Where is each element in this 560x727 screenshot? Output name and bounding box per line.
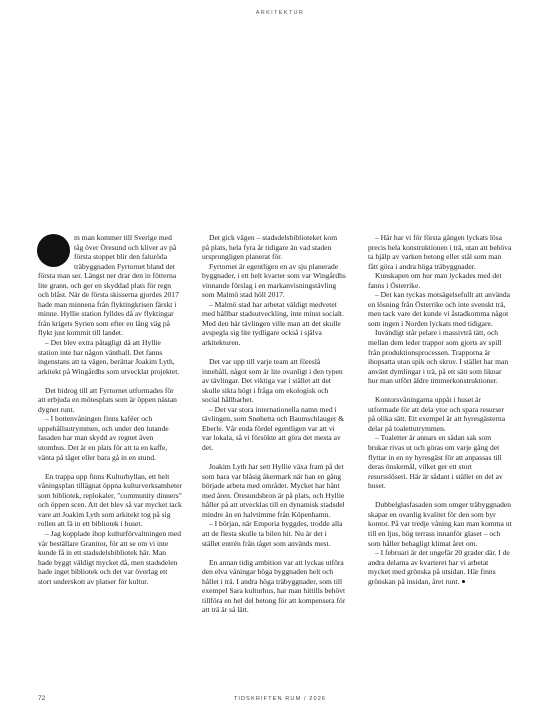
paragraph: Det bidrog till att Fyrtornet utformades för att erbjuda en mötesplats som är öppen nästan dygnet runt. bbox=[38, 385, 177, 414]
paragraph: En annan tidig ambition var att lyckas utföra den elva våningar höga byggnaden helt och hållet i trä. I andra höga träbyggnader, som till exempel Sara kulturhus, har man hittills behövt tillföra en hel del betong för att kompensera för att trä är så lätt. bbox=[202, 557, 346, 615]
paragraph: – Malmö stad har arbetat väldigt medvetet med hållbar stadsutveckling, inte minst socialt. Med den här tävlingen ville man att det skulle avspegla sig lite tydligare också i själva arkitekturen. bbox=[202, 299, 344, 348]
paragraph: m man kommer till Sverige med tåg över Öresund och kliver av på första stoppet blir den faluröda träbyggnaden Fyrtornet bland det första man ser. Längst ner drar den in fötterna lite grann, och ger en skyddad plats för regn och blåst. När de första skisserna gjordes 2017 hade man minnena från flyktingkrisen färskt i minne. Hyllie station fylldes då av flyktingar från krigets Syrien som efter en lång väg på flykt just kommit till landet. bbox=[38, 233, 179, 338]
paragraph: – Jag kopplade ihop kulturförvaltningen med vår beställare Granitor, för att se om vi inte kunde få in ett stadsdelsbibliotek här. Man hade byggt väldigt mycket då, men stadsdelen hade inget bibliotek och det var överlag ett stort underskott av platser för kultur. bbox=[38, 528, 182, 586]
paragraph: – Här har vi för första gången lyckats lösa precis hela konstruktionen i trä, utan att behöva ta hjälp av varken betong eller stål som man fått göra i andra höga träbyggnader. bbox=[368, 233, 512, 271]
paragraph: Kunskapen om hur man lyckades med det fanns i Österrike. bbox=[368, 271, 502, 290]
paragraph: – I bottenvåningen finns kaféer och uppehållsutrymmen, och under den lutande fasaden har man skydd av regnet även utomhus. Det är en plats för att ta en kaffe, vänta på tåget eller bara gå in en stund. bbox=[38, 414, 169, 462]
paragraph: En trappa upp finns Kulturhyllan, ett helt våningsplan tillägnat öppna kulturverksamheter som bibliotek, replokaler, "community dinners" och öppen scen. Att det blev så var mycket tack vare att Joakim Lyth som arkitekt tog på sig rollen att fä in ett bibliotek i huset. bbox=[38, 471, 182, 529]
paragraph: – Det var stora internationella namn med i tävlingen, som Snøhetta och Baumschlauger & Eberle. Vår enda fördel egentligen var att vi var lokala, så vi försökte att göra det mesta av det. bbox=[202, 404, 345, 453]
paragraph: Det gick vägen – stadsdelsbiblioteket kom på plats, hela fyra år tidigare än vad staden ursprungligen planerat för. bbox=[202, 233, 338, 262]
paragraph: – Toaletter är annars en sådan sak som brukar rivas ut och göras om varje gång det flyttar in en ny hyresgäst för att anpassas till deras önskemål, vilket ger ett stort resursslöseri. Här är sådant i stället en del av huset. bbox=[368, 433, 503, 491]
article-column-1 bbox=[38, 233, 182, 586]
publication-name: TIDSKRIFTEN RUM / 2026 bbox=[233, 696, 327, 702]
paragraph: Fyrtornet är egentligen en av sju planerade byggnader, i ett helt kvarter som var Wingårdhs vinnande förslag i en markanvisningstävling som Malmö stad höll 2017. bbox=[202, 261, 346, 300]
paragraph: Invändigt står pelare i massivträ tätt, och mellan dem leder trappor som gjorts av spill från produktionsprocessen. Trapporna är ihopsatta utan spik och skruv. I stället har man använt dymlingar i trä, på ett sätt som liknar hur man utfört äldre timmerkonstruktioner. bbox=[368, 328, 509, 386]
paragraph: – I februari är det ungefär 20 grader där. I de andra delarna av kvarteret har vi arbetat mycket med grönska på utsidan. Här finns grönskan på insidan, året runt. bbox=[368, 548, 510, 586]
paragraph: Joakim Lyth har sett Hyllie växa fram på det som bara var blåsig åkermark när han en gång började arbeta med området. Mycket har hänt med åren. Öresundsbron är på plats, och Hyllie håller på att utvecklas till en dynamisk stadsdel mindre än en halvtimme från Köpenhamn. bbox=[202, 462, 345, 519]
article-column-2 bbox=[202, 233, 346, 615]
paragraph: – Det kan tyckas motsägelsefullt att använda en lösning från Österrike och inte svenskt trä, men tack vare det kunde vi åstadkomma något som ingen i Norden lyckats med tidigare. bbox=[368, 290, 510, 328]
section-label: ARKITEKTUR bbox=[255, 10, 305, 16]
article-column-3 bbox=[368, 233, 512, 586]
paragraph: – Det blev extra påtagligt då att Hyllie station inte har någon vänthall. Det fanns ingenstans att ta vägen, berättar Joakim Lyth, arkitekt på Wingårdhs som utvecklat projektet. bbox=[38, 338, 180, 376]
paragraph: Kontorsvåningarna uppåt i huset är utformade för att dela ytor och spara resurser på olika sätt. Ett exempel är att hyresgästerna delar på toalettutrymmen. bbox=[368, 395, 506, 433]
paragraph: Det var upp till varje team att föreslå innehåll, något som är lite ovanligt i den typen av tävlingar. Det viktiga var i stället att det skulle sikta högt i fråga om ekologisk och social hållbarhet. bbox=[202, 357, 343, 405]
paragraph: – I början, när Emporia byggdes, trodde alla att de flesta skulle ta bilen hit. Nu är det i stället entrén från tåget som används mest. bbox=[202, 519, 343, 548]
drop-cap-o bbox=[37, 234, 70, 267]
end-mark-icon bbox=[462, 580, 465, 583]
page-number: 72 bbox=[38, 695, 46, 702]
paragraph: Dubbelglasfasaden som omger träbyggnaden skapar en ovanlig kvalitet för den som byr kontor. På var tredje våning kan man komma ut till en ljus, hög terrass innanför glaset – och som håller behagligt klimat året om. bbox=[368, 500, 512, 548]
